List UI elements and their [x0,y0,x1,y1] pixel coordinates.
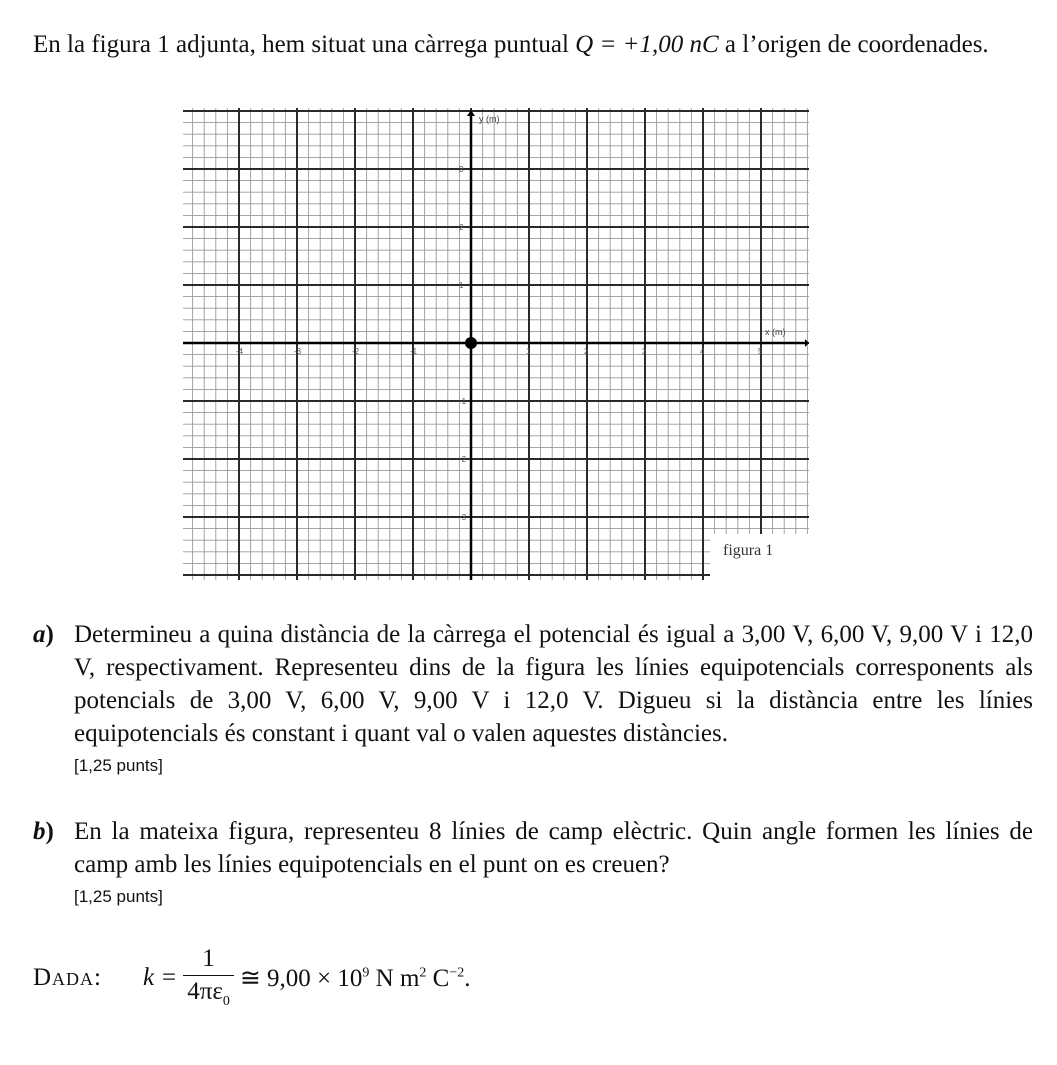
question-b-letter: b) [33,818,54,845]
x-tick-label: -2 [352,347,360,356]
fraction-denominator: $4\pi\varepsilon_0$ [183,975,234,1010]
y-tick-label: -2 [459,455,467,464]
point-charge [465,337,477,349]
figure-1 [183,108,809,580]
x-tick-label: 5 [758,347,763,356]
y-tick-label: -3 [459,513,467,522]
given-data-label: Dada: [33,963,102,991]
question-b-points: [1,25 punts] [74,887,163,906]
x-tick-label: -3 [294,347,302,356]
y-axis-label: y (m) [479,114,500,124]
x-tick-label: -4 [236,347,244,356]
formula-fraction [183,945,234,1010]
figure-caption: figura 1 [723,542,774,559]
y-tick-label: -1 [459,397,467,406]
intro-paragraph [33,28,1033,62]
y-tick-label: 1 [459,281,464,290]
formula-lhs: k = [143,963,178,991]
x-tick-label: 2 [584,347,589,356]
x-tick-label: 3 [642,347,647,356]
y-tick-label: 3 [459,165,464,174]
given-data [33,945,470,1010]
x-tick-label: -1 [410,347,418,356]
intro-text-start: En la figura 1 adjunta, hem situat una càrrega puntual [33,31,576,58]
fraction-numerator: 1 [202,945,215,972]
question-a-points: [1,25 punts] [74,756,163,775]
y-tick-label: 2 [459,223,464,232]
question-b [33,815,1033,907]
coulomb-constant-formula [143,945,470,1010]
grid-plot [183,108,809,580]
intro-text-end: a l’origen de coordenades. [718,31,989,58]
charge-value: Q = +1,00 nC [575,31,719,58]
x-axis-label: x (m) [765,327,786,337]
x-tick-label: 4 [700,347,705,356]
formula-rhs: ≅ $9,00 \times 10^9$ N $m^2$ $C^{-2}$. [239,964,471,992]
question-a-letter: a) [33,621,54,648]
question-a-text: Determineu a quina distància de la càrrega el potencial és igual a 3,00 V, 6,00 V, 9,00 V i 12,0 V, respectivament. Representeu dins de la figura les línies equipotencials corresponents als potencials de 3,00 V, 6,00 V, 9,00 V i 12,0 V. Digueu si la distància entre les línies equipotencials és constant i quant val o valen aquestes distàncies. [74,621,1033,747]
x-tick-label: 1 [526,347,531,356]
question-b-text: En la mateixa figura, representeu 8 línies de camp elèctric. Quin angle formen les línies de camp amb les línies equipotencials en el punt on es creuen? [74,818,1033,878]
question-a [33,618,1033,776]
